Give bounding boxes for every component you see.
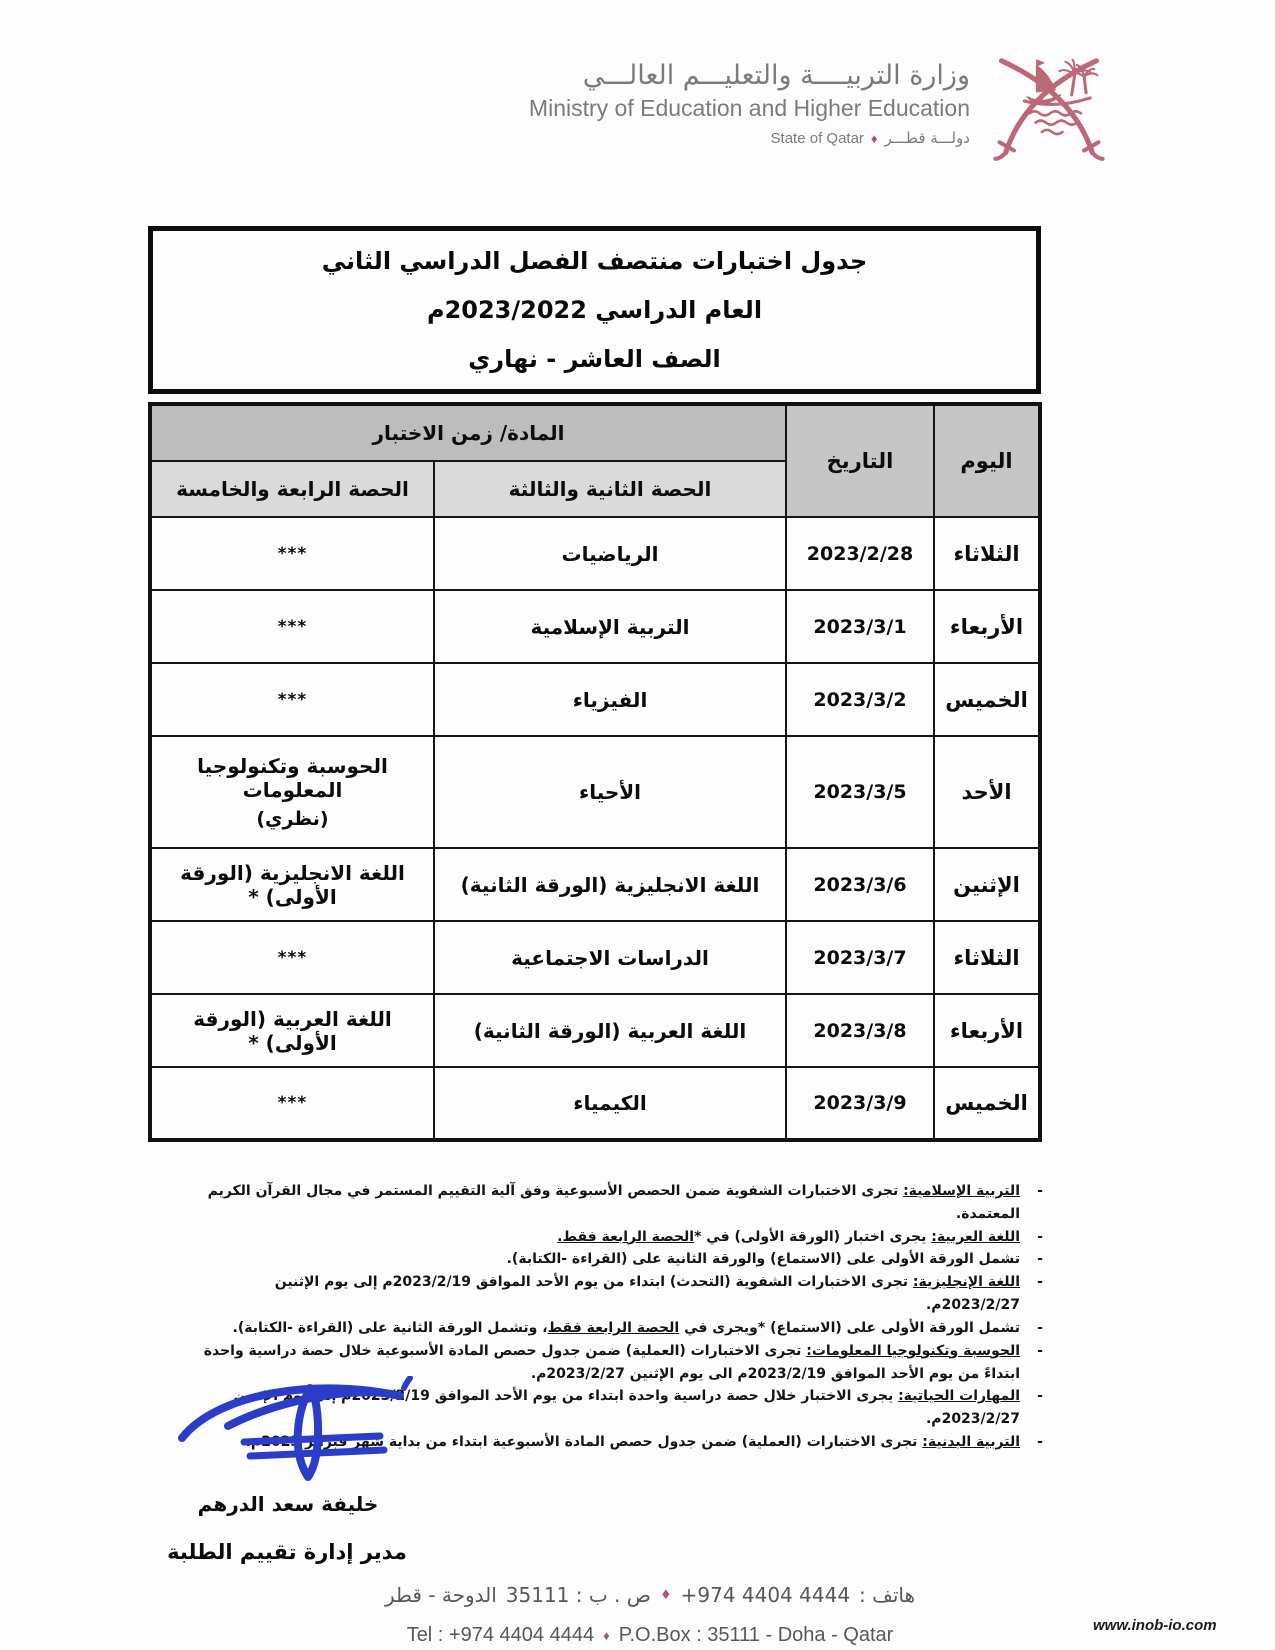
column-header-period-4-5: الحصة الرابعة والخامسة <box>150 461 434 517</box>
ministry-name-arabic: وزارة التربيــــة والتعليـــم العالـــي <box>582 60 970 91</box>
day-cell: الثلاثاء <box>934 517 1040 590</box>
pobox-arabic: ص . ب : 35111 <box>505 1583 651 1607</box>
subject-period-4-5-cell: *** <box>150 517 434 590</box>
column-header-day: اليوم <box>934 404 1040 517</box>
table-row <box>150 994 1040 1067</box>
table-row <box>150 517 1040 590</box>
footer-contact-english <box>230 1624 1070 1647</box>
footnote-text: المهارات الحياتية: يجرى الاختبار خلال حصة دراسية واحدة ابتداء من يوم الأحد الموافق 2023/2/19م إلى يوم الإثنين 2023/2/27م. <box>233 1388 1020 1428</box>
qatar-emblem-icon <box>983 33 1115 167</box>
footnote-text: الحوسبة وتكنولوجيا المعلومات: تجرى الاختبارات (العملية) ضمن جدول حصص المادة الأسبوعية خلال حصة دراسية واحدة ابتداءً من يوم الأحد الموافق 2023/2/19م الى يوم الإثنين 2023/2/27م. <box>203 1342 1020 1382</box>
footnote-text: تشمل الورقة الأولى على (الاستماع) والورقة الثانية على (القراءة -الكتابة). <box>506 1251 1020 1268</box>
footnote-item <box>200 1248 1048 1271</box>
date-cell: 2023/3/9 <box>786 1067 934 1140</box>
footnote-item <box>200 1180 1048 1226</box>
column-header-subject-time: المادة/ زمن الاختبار <box>150 404 786 461</box>
subject-period-2-3-cell: الرياضيات <box>434 517 786 590</box>
subject-period-2-3-cell: الدراسات الاجتماعية <box>434 921 786 994</box>
table-row <box>150 590 1040 663</box>
subject-period-4-5-cell: اللغة العربية (الورقة الأولى) * <box>150 994 434 1067</box>
handwritten-signature <box>168 1376 446 1490</box>
grade-shift: الصف العاشر - نهاري <box>468 344 721 373</box>
subject-period-4-5-cell: *** <box>150 1067 434 1140</box>
subject-period-4-5-cell: *** <box>150 663 434 736</box>
date-cell: 2023/2/28 <box>786 517 934 590</box>
day-cell: الثلاثاء <box>934 921 1040 994</box>
footnote-item <box>200 1271 1048 1317</box>
pobox-english: P.O.Box : 35111 - Doha - Qatar <box>618 1624 894 1646</box>
date-cell: 2023/3/7 <box>786 921 934 994</box>
date-cell: 2023/3/5 <box>786 736 934 848</box>
footnote-dash: - <box>1037 1183 1043 1199</box>
subject-period-4-5-cell: اللغة الانجليزية (الورقة الأولى) * <box>150 848 434 921</box>
subject-line-1: الحوسبة وتكنولوجيا المعلومات <box>197 754 388 802</box>
day-cell: الخميس <box>934 1067 1040 1140</box>
day-cell: الأربعاء <box>934 994 1040 1067</box>
footnote-text: التربية الإسلامية: تجرى الاختبارات الشفوية ضمن الحصص الأسبوعية وفق آلية التقييم المستمر في مجال القرآن الكريم المعتمدة. <box>207 1183 1020 1222</box>
subject-period-4-5-cell: *** <box>150 590 434 663</box>
footnote-text: تشمل الورقة الأولى على (الاستماع) *ويجرى في الحصة الرابعة فقط، وتشمل الورقة الثانية على (القراءة -الكتابة). <box>232 1319 1020 1336</box>
footnote-text: اللغة الإنجليزية: تجرى الاختبارات الشفوية (التحدث) ابتداء من يوم الأحد الموافق 2023/2/19م إلى يوم الإثنين 2023/2/27م. <box>274 1274 1020 1314</box>
schedule-title: جدول اختبارات منتصف الفصل الدراسي الثاني <box>321 247 868 276</box>
subject-period-2-3-cell: اللغة الانجليزية (الورقة الثانية) <box>434 848 786 921</box>
footnote-item <box>200 1226 1048 1249</box>
subject-period-4-5-cell <box>150 736 434 848</box>
subject-period-2-3-cell: التربية الإسلامية <box>434 590 786 663</box>
footnote-dash: - <box>1037 1342 1043 1359</box>
watermark-url: www.inob-io.com <box>1093 1617 1217 1634</box>
diamond-separator-icon: ♦ <box>659 1587 672 1603</box>
date-cell: 2023/3/8 <box>786 994 934 1067</box>
ministry-name-english: Ministry of Education and Higher Education <box>528 95 970 122</box>
day-cell: الخميس <box>934 663 1040 736</box>
subject-period-2-3-cell: اللغة العربية (الورقة الثانية) <box>434 994 786 1067</box>
footer-contact-arabic <box>230 1583 1070 1607</box>
footnote-dash: - <box>1037 1274 1043 1291</box>
date-cell: 2023/3/6 <box>786 848 934 921</box>
footnote-dash: - <box>1037 1228 1043 1245</box>
footnote-dash: - <box>1037 1388 1043 1405</box>
column-header-date: التاريخ <box>786 404 934 517</box>
subject-period-4-5-cell: *** <box>150 921 434 994</box>
day-cell: الإثنين <box>934 848 1040 921</box>
subject-period-2-3-cell: الكيمياء <box>434 1067 786 1140</box>
table-row <box>150 1067 1040 1140</box>
exam-schedule-table <box>148 402 1042 1142</box>
signatory-role: مدير إدارة تقييم الطلبة <box>167 1540 407 1564</box>
state-arabic: دولـــة قطـــر <box>884 129 970 148</box>
table-row <box>150 848 1040 921</box>
tel-label-arabic: هاتف : <box>859 1583 916 1607</box>
tel-number: +974 4404 4444 <box>680 1583 851 1607</box>
city-arabic: الدوحة - قطر <box>384 1583 497 1607</box>
diamond-separator-icon: ♦ <box>870 130 878 146</box>
footnote-item <box>200 1317 1048 1340</box>
schedule-title-box <box>148 226 1041 394</box>
subject-period-2-3-cell: الأحياء <box>434 736 786 848</box>
state-of-qatar-line <box>470 129 970 147</box>
subject-period-2-3-cell: الفيزياء <box>434 663 786 736</box>
footnote-dash: - <box>1037 1433 1043 1450</box>
date-cell: 2023/3/1 <box>786 590 934 663</box>
ministry-header <box>470 60 970 147</box>
date-cell: 2023/3/2 <box>786 663 934 736</box>
footnote-text: التربية البدنية: تجرى الاختبارات (العملية) ضمن جدول حصص المادة الأسبوعية ابتداء من بداية شهر فبراير 2023م. <box>245 1433 1020 1450</box>
academic-year: العام الدراسي 2023/2022م <box>426 295 763 324</box>
tel-english: Tel : +974 4404 4444 <box>406 1624 595 1646</box>
footnote-text: اللغة العربية: يجرى اختبار (الورقة الأولى) في *الحصة الرابعة فقط. <box>557 1228 1020 1245</box>
footnote-dash: - <box>1037 1319 1043 1336</box>
day-cell: الأحد <box>934 736 1040 848</box>
subject-line-2: (نظري) <box>256 808 329 830</box>
column-header-period-2-3: الحصة الثانية والثالثة <box>434 461 786 517</box>
table-row <box>150 736 1040 848</box>
diamond-separator-icon: ♦ <box>603 1628 610 1643</box>
day-cell: الأربعاء <box>934 590 1040 663</box>
footnote-dash: - <box>1037 1251 1043 1268</box>
signatory-name: خليفة سعد الدرهم <box>197 1492 379 1516</box>
state-english: State of Qatar <box>770 129 864 147</box>
table-row <box>150 663 1040 736</box>
table-row <box>150 921 1040 994</box>
